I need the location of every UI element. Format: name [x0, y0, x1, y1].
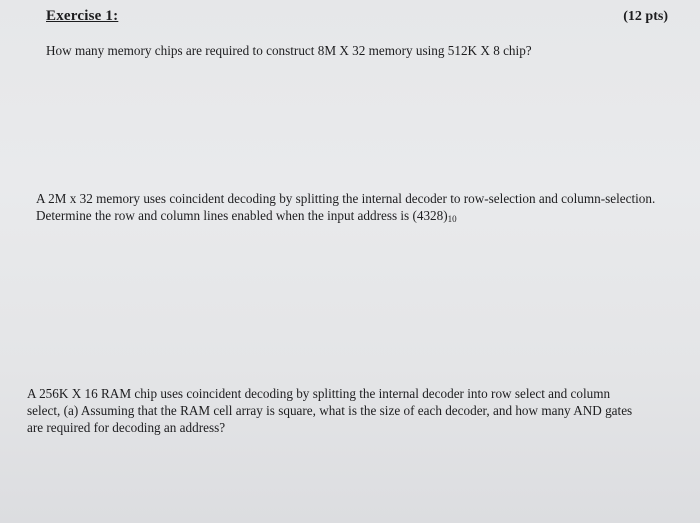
- question-1-text: How many memory chips are required to construct 8M X 32 memory using 512K X 8 chip?: [46, 43, 532, 58]
- question-3-line-2: select, (a) Assuming that the RAM cell array is square, what is the size of each decoder, and how many AND gates: [27, 403, 633, 418]
- base-subscript: 10: [447, 214, 457, 224]
- exercise-title: Exercise 1:: [46, 8, 119, 24]
- question-3-line-3: are required for decoding an address?: [27, 420, 226, 435]
- question-3-line-1: A 256K X 16 RAM chip uses coincident decoding by splitting the internal decoder into row select and column: [27, 386, 611, 401]
- question-2-line-2: [36, 207, 696, 226]
- question-1: [46, 43, 532, 59]
- question-2-line-1: A 2M x 32 memory uses coincident decoding by splitting the internal decoder to row-selection and column-selection.: [36, 191, 656, 206]
- question-2: [36, 190, 696, 226]
- points-label: (12 pts): [623, 9, 668, 24]
- question-3: [27, 385, 695, 436]
- question-2-line-2-text: Determine the row and column lines enabled when the input address is (4328): [36, 208, 448, 223]
